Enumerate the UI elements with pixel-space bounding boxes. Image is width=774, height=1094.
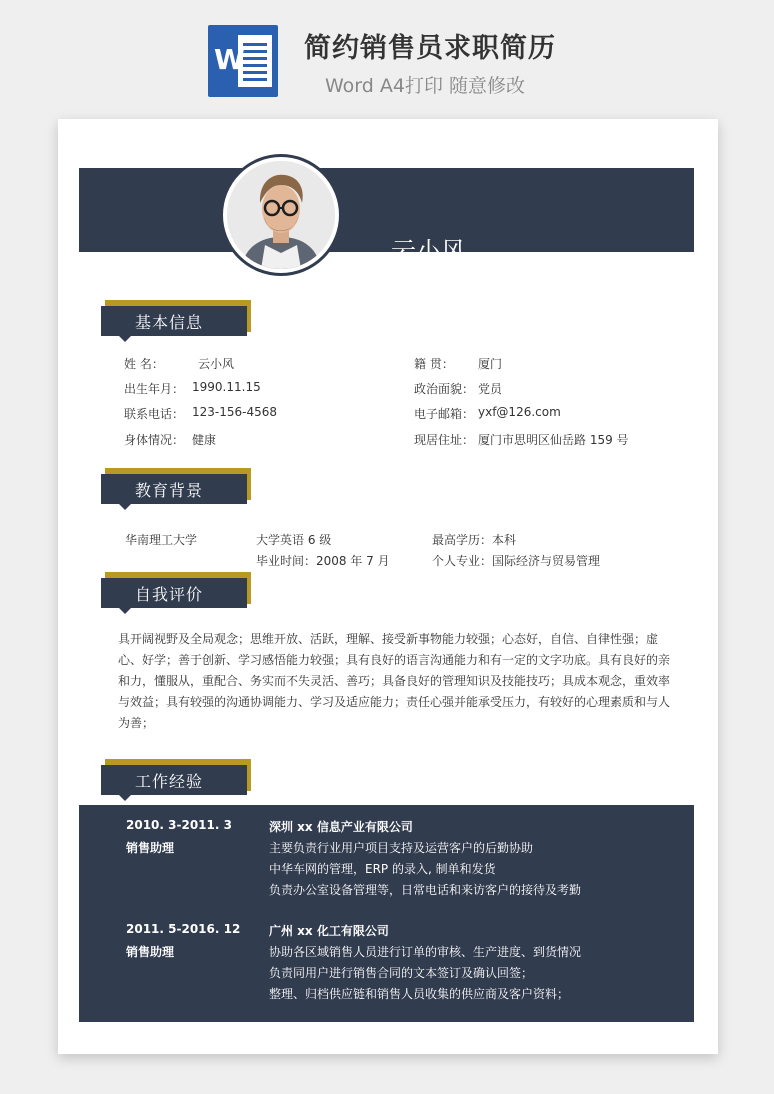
basic-label: 政治面貌：	[414, 382, 475, 396]
edu-school: 华南理工大学	[125, 533, 198, 547]
work-experience-block	[79, 805, 694, 1022]
basic-label: 联系电话：	[124, 407, 185, 421]
section-title: 自我评价	[135, 585, 204, 604]
basic-value: 党员	[478, 382, 503, 396]
work-duty: 中华车网的管理，ERP 的录入, 制单和发货	[269, 862, 496, 876]
work-duty: 负责同用户进行销售合同的文本签订及确认回签；	[269, 966, 534, 980]
section-work-experience	[101, 759, 249, 795]
work-period: 2011. 5-2016. 12	[126, 922, 241, 936]
basic-value: 云小风	[198, 357, 235, 371]
edu-degree: 最高学历：本科	[432, 533, 517, 547]
work-company: 广州 xx 化工有限公司	[269, 924, 389, 938]
word-document-icon	[208, 25, 278, 97]
work-duty: 协助各区域销售人员进行订单的审核、生产进度、到货情况	[269, 945, 582, 959]
work-role: 销售助理	[126, 841, 175, 855]
work-role: 销售助理	[126, 945, 175, 959]
work-duty: 负责办公室设备管理等，日常电话和来访客户的接待及考勤	[269, 883, 582, 897]
section-title: 工作经验	[135, 772, 204, 791]
basic-label: 电子邮箱：	[414, 407, 475, 421]
basic-label: 现居住址：	[414, 433, 475, 447]
edu-grad-time: 毕业时间：2008 年 7 月	[256, 554, 390, 568]
job-intent: 求职意向：销售助理	[383, 279, 509, 295]
work-duty: 整理、归档供应链和销售人员收集的供应商及客户资料；	[269, 987, 570, 1001]
section-basic-info	[101, 300, 249, 336]
basic-label: 身体情况：	[124, 433, 185, 447]
section-self-evaluation	[101, 572, 249, 608]
section-education	[101, 468, 249, 504]
work-period: 2010. 3-2011. 3	[126, 818, 232, 832]
self-evaluation-text: 具开阔视野及全局观念；思维开放、活跃，理解、接受新事物能力较强；心态好，自信、自律性强；虚心、好学；善于创新、学习感悟能力较强；具有良好的语言沟通能力和有一定的文字功底。具有良好的亲和力，懂服从，重配合、务实而不失灵活、善巧；具备良好的管理知识及技能技巧；具成本观念，重效率与效益；具有较强的沟通协调能力、学习及适应能力；责任心强并能承受压力，有较好的心理素质和与人为善；	[118, 632, 671, 730]
section-title: 基本信息	[135, 313, 204, 332]
word-icon-letter: W	[214, 43, 245, 76]
promo-header	[0, 0, 774, 110]
basic-label: 出生年月：	[124, 382, 185, 396]
basic-value: yxf@126.com	[478, 405, 561, 419]
section-title: 教育背景	[135, 481, 204, 500]
candidate-name: 云小风	[391, 237, 467, 266]
promo-subtitle: Word A4打印 随意修改	[325, 75, 526, 97]
basic-label: 姓 名：	[124, 357, 164, 371]
avatar-photo	[227, 161, 335, 269]
name-banner	[79, 168, 694, 295]
resume-page	[58, 119, 718, 1054]
promo-title: 简约销售员求职简历	[304, 33, 556, 64]
basic-label: 籍 贯：	[414, 357, 454, 371]
work-duty: 主要负责行业用户项目支持及运营客户的后勤协助	[269, 841, 534, 855]
basic-value: 厦门	[478, 357, 503, 371]
basic-value: 健康	[192, 433, 217, 447]
edu-english: 大学英语 6 级	[256, 533, 332, 547]
basic-value: 123-156-4568	[192, 405, 278, 419]
basic-value: 1990.11.15	[192, 380, 261, 394]
work-company: 深圳 xx 信息产业有限公司	[269, 820, 413, 834]
basic-value: 厦门市思明区仙岳路 159 号	[478, 433, 629, 447]
avatar-frame	[220, 154, 342, 276]
edu-major: 个人专业：国际经济与贸易管理	[432, 554, 601, 568]
